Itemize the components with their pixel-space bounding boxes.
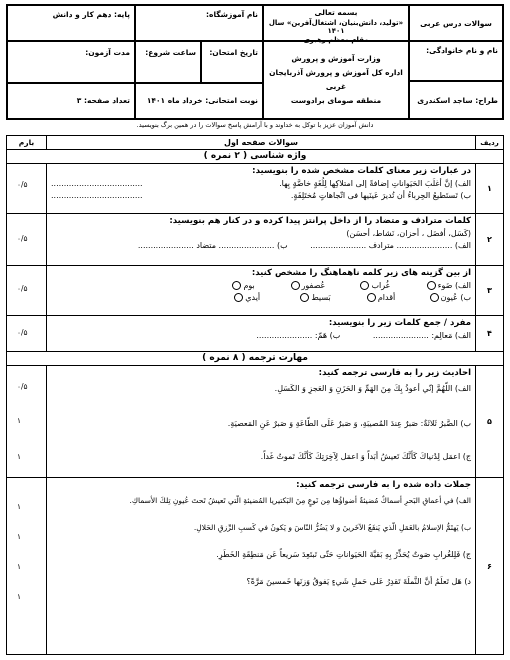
- question-row-1: [7, 164, 503, 214]
- score-value: ۱: [17, 502, 22, 511]
- grade-cell: [7, 5, 135, 41]
- sentence-d: د) هَل تَعلَمُ أنَّ النَّملَةَ تَقدِرُ عَلی حَملِ شَيءٍ یَفوقُ وَزنَها خَمسینَ مَرَّةً؟: [246, 577, 471, 586]
- vocab-section-title: واژه شناسی ( ۲ نمره ): [203, 151, 307, 161]
- duration-cell: [7, 41, 135, 83]
- question-title: از بین گزینه های زیر کلمه ناهماهنگ را مشخص کنید:: [251, 268, 471, 278]
- score-cell: [7, 478, 47, 654]
- item-text: ب) تَستَطیعُ الحِرباءُ أن تُدیرَ عَینَیها فی اتّجاهاتٍ مُختَلِفَةٍ.: [290, 191, 471, 200]
- option-row-a: [51, 281, 471, 290]
- col-questions-header: سوالات صفحه اول: [224, 138, 298, 147]
- option-text: عُیون: [440, 293, 458, 302]
- pages-label: تعداد صفحه: ۳: [76, 96, 130, 105]
- exam-turn-cell: [135, 83, 263, 119]
- answer-line: [51, 331, 471, 340]
- singular-plural-blank[interactable]: ب) هَمّ: ......................: [256, 331, 341, 340]
- score-value: ۰/۵: [17, 234, 28, 243]
- radio-circle[interactable]: [300, 293, 309, 302]
- option[interactable]: [263, 293, 331, 302]
- question-item-b: [51, 191, 471, 200]
- start-time-cell: [135, 41, 201, 83]
- question-number: ۱: [475, 164, 503, 213]
- duration-label: مدت آزمون:: [85, 48, 130, 57]
- score-cell: [7, 164, 47, 213]
- option-text: بوم: [243, 281, 255, 290]
- instructions-note: دانش آموزان عزیز با توکل به خداوند و با آرامش پاسخ سوالات را در همین برگ بنویسید.: [136, 121, 374, 129]
- designer-label: طراح: ساجد اسکندری: [417, 96, 498, 105]
- question-title: جملات داده شده را به فارسی ترجمه کنید:: [296, 480, 471, 490]
- option-row-label: الف): [454, 281, 471, 290]
- sentence-b: ب) یَهتَمُّ الإسلامُ بالعَمَلِ الّذي یَنفَعُ الآخَرینَ و لا یَضُرُّ النّاسَ و یَكونُ في كَسبِ الرِّزقِ الحَلالِ.: [193, 523, 471, 532]
- score-cell: [7, 266, 47, 315]
- col-score-header: بارم: [7, 136, 47, 149]
- radio-circle[interactable]: [367, 293, 376, 302]
- question-content: [47, 366, 475, 477]
- question-content: [47, 316, 475, 351]
- option[interactable]: [200, 293, 260, 302]
- score-value: ۱: [17, 592, 22, 601]
- radio-circle[interactable]: [291, 281, 300, 290]
- question-title: احادیث زیر را به فارسی ترجمه کنید:: [318, 368, 471, 378]
- question-number: ۳: [475, 266, 503, 315]
- exam-turn-label: نوبت امتحانی: خرداد ماه ۱۴۰۱: [146, 96, 258, 105]
- district-text: منطقه صومای برادوست: [290, 96, 382, 105]
- dept-text: اداره کل آموزش و پرورش آذربایجان غربی: [269, 68, 403, 91]
- score-value: ۰/۵: [17, 284, 28, 293]
- radio-circle[interactable]: [234, 293, 243, 302]
- score-value: ۱: [17, 532, 22, 541]
- word-list: (کَسَل، أفضَل ، أحزان، نَشاط، أحسَن): [346, 229, 471, 238]
- option[interactable]: [392, 281, 452, 290]
- answer-line: [51, 241, 471, 250]
- singular-plural-blank[interactable]: الف) مَعالِم: ......................: [372, 331, 471, 340]
- table-header-row: [7, 136, 503, 150]
- score-value: ۱: [17, 562, 22, 571]
- option-text: ضَوء: [437, 281, 453, 290]
- question-row-4: [7, 316, 503, 352]
- question-number: ۴: [475, 316, 503, 351]
- score-cell: [7, 366, 47, 477]
- vocab-section-row: [7, 150, 503, 164]
- sentence-a: الف) في أعماقِ البَحرِ أسماكٌ مُضیئةٌ أضواؤُها مِن نَوعٍ مِنَ البَكتیریا المُضیئةِ الّتي تَعیشُ تَحتَ عُیونِ تِلكَ الأسماكِ.: [129, 496, 471, 505]
- question-row-3: [7, 266, 503, 316]
- score-value: ۱: [17, 416, 22, 425]
- question-title: در عبارات زیر معنای کلمات مشخص شده را بنویسید:: [252, 166, 471, 176]
- option-text: غُراب: [371, 281, 390, 290]
- leader-text: مقام معظم رهبری: [303, 36, 369, 44]
- exam-date-label: تاریخ امتحان:: [209, 48, 258, 57]
- sentence-c: ج) فَلِلغُرابِ صَوتٌ یُحَذِّرُ بِهِ بَقیَّةَ الحَیَواناتِ حَتّی تَبتَعِدَ سَریعاً عَن مَنطِقَةِ الخَطَرِ.: [216, 550, 471, 559]
- subject-label: سوالات درس عربی: [420, 19, 492, 28]
- question-item-a: [51, 179, 471, 188]
- school-label: نام آموزشگاه:: [206, 10, 258, 19]
- radio-circle[interactable]: [430, 293, 439, 302]
- question-content: [47, 214, 475, 265]
- question-number: ۶: [475, 478, 503, 654]
- question-content: [47, 266, 475, 315]
- exam-header: [6, 4, 504, 120]
- student-name-label: نام و نام خانوادگی:: [426, 46, 498, 55]
- antonym-blank[interactable]: ب) ...................... متضاد ......................: [137, 241, 288, 250]
- score-value: ۰/۵: [17, 382, 28, 391]
- exam-date-cell: [201, 41, 263, 83]
- question-title: مفرد / جمع کلمات زیر را بنویسید:: [328, 318, 471, 328]
- question-row-6: [7, 478, 503, 654]
- question-content: [47, 478, 475, 654]
- score-cell: [7, 316, 47, 351]
- question-number: ۵: [475, 366, 503, 477]
- grade-label: پایه: دهم کار و دانش: [52, 10, 130, 19]
- score-value: ۰/۵: [17, 180, 28, 189]
- designer-cell: [409, 81, 503, 119]
- hadith-b: ب) الصَّبرُ ثَلاثَةٌ: صَبرٌ عِندَ المُصیبَةِ، وَ صَبرٌ عَلَی الطّاعَةِ وَ صَبرٌ عَنِ المَعصیَةِ.: [227, 419, 471, 428]
- question-number: ۲: [475, 214, 503, 265]
- option[interactable]: [195, 281, 255, 290]
- item-text: الف) إنَّ أغلَبَ الحَیَواناتِ إضافةً إلی امتلاکِها لِلُغَةٍ خاصَّةٍ بِها.: [279, 179, 471, 188]
- synonym-blank[interactable]: الف) ...................... مترادف ......................: [310, 241, 471, 250]
- score-value: ۰/۵: [17, 328, 28, 337]
- option-text: أیدي: [245, 293, 261, 302]
- score-cell: [7, 214, 47, 265]
- question-title: کلمات مترادف و متضاد را از داخل پرانتز پیدا کرده و در کنار هم بنویسید:: [169, 216, 471, 226]
- hadith-c: ج) اعمَل لِدُنیاكَ كَأنَّكَ تَعیشُ أبَداً وَ اعمَل لِآخِرَتِكَ كَأنَّكَ تَموتُ غَداً.: [260, 452, 471, 461]
- radio-circle[interactable]: [427, 281, 436, 290]
- option-row-label: ب): [460, 293, 471, 302]
- option-text: عُصفور: [301, 281, 326, 290]
- ministry-text: وزارت آموزش و پرورش: [291, 54, 381, 63]
- slogan-text: «تولید، دانش‌بنیان، اشتغال‌آفرین» سال ۱۴۰۱: [268, 19, 404, 35]
- school-cell: [135, 5, 263, 41]
- translation-section-row: [7, 352, 503, 366]
- option-text: أقدام: [377, 293, 396, 302]
- basmala-text: بسمه تعالی: [314, 8, 358, 17]
- option-row-b: [51, 293, 471, 302]
- option-text: بَسیط: [311, 293, 331, 302]
- radio-circle[interactable]: [232, 281, 241, 290]
- answer-blank[interactable]: ....................................: [51, 191, 143, 200]
- score-value: ۱: [17, 452, 22, 461]
- student-name-cell: [409, 41, 503, 81]
- option[interactable]: [333, 293, 395, 302]
- option[interactable]: [328, 281, 390, 290]
- subject-cell: [409, 5, 503, 41]
- question-row-2: [7, 214, 503, 266]
- option[interactable]: [398, 293, 458, 302]
- hadith-a: الف) اللّهُمَّ إنّي أعوذُ بِكَ مِنَ الهَمِّ وَ الحَزَنِ وَ العَجزِ وَ الكَسَلِ.: [274, 384, 471, 393]
- answer-blank[interactable]: ....................................: [51, 179, 143, 188]
- question-row-5: [7, 366, 503, 478]
- questions-table: [6, 135, 504, 655]
- radio-circle[interactable]: [360, 281, 369, 290]
- pages-cell: [7, 83, 135, 119]
- slogan-cell: [263, 5, 409, 44]
- col-row-header: ردیف: [475, 136, 503, 149]
- question-content: [47, 164, 475, 213]
- translation-section-title: مهارت ترجمه ( ۸ نمره ): [202, 353, 308, 363]
- start-time-label: ساعت شروع:: [145, 48, 196, 57]
- option[interactable]: [257, 281, 325, 290]
- ministry-cell: [263, 41, 409, 119]
